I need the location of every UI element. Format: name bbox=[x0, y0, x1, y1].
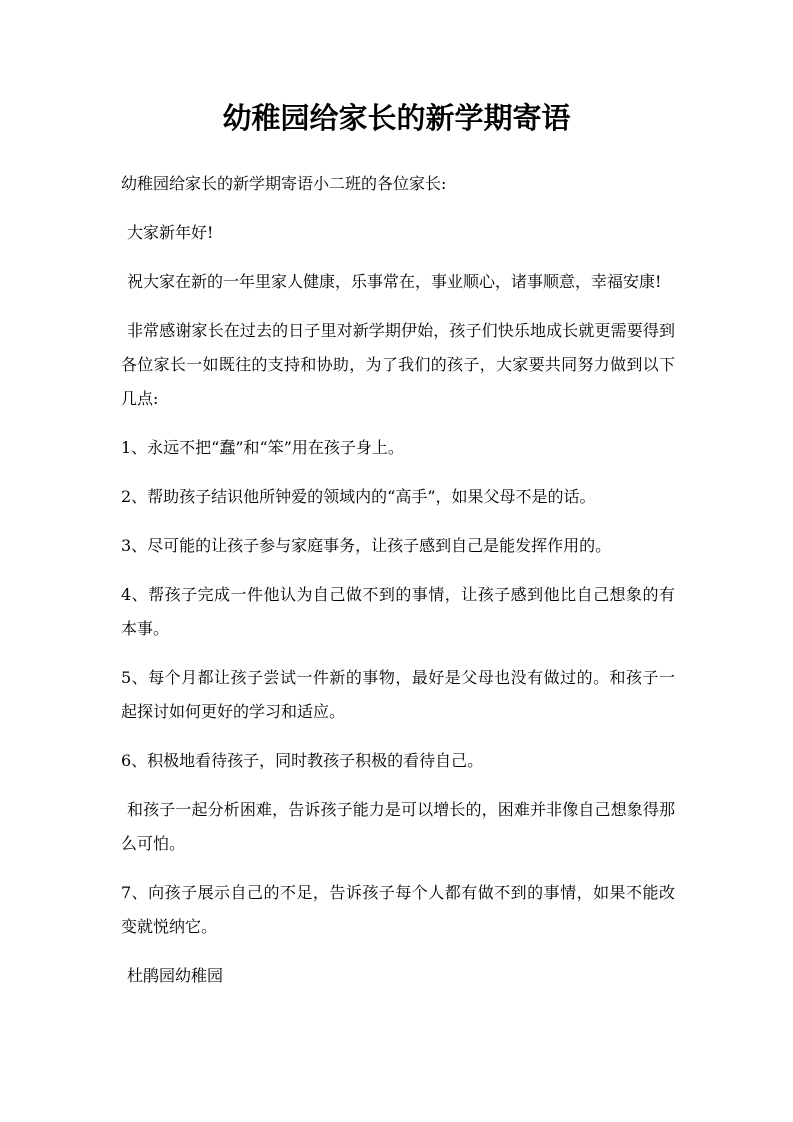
paragraph-point-4: 4、帮孩子完成一件他认为自己做不到的事情，让孩子感到他比自己想象的有本事。 bbox=[121, 585, 675, 638]
paragraph-point-3: 3、尽可能的让孩子参与家庭事务，让孩子感到自己是能发挥作用的。 bbox=[121, 536, 612, 555]
paragraph-thanks: 非常感谢家长在过去的日子里对新学期伊始，孩子们快乐地成长就更需要得到各位家长一如既往的支持和协助，为了我们的孩子，大家要共同努力做到以下几点: bbox=[121, 321, 675, 408]
paragraph-difficulty: 和孩子一起分析困难，告诉孩子能力是可以增长的，困难并非像自己想象得那么可怕。 bbox=[121, 800, 675, 853]
paragraph-point-6: 6、积极地看待孩子，同时教孩子积极的看待自己。 bbox=[121, 751, 484, 770]
paragraph-signature: 杜鹃园幼稚园 bbox=[127, 966, 224, 985]
paragraph-new-year: 大家新年好! bbox=[127, 223, 214, 242]
paragraph-greeting: 幼稚园给家长的新学期寄语小二班的各位家长: bbox=[121, 174, 447, 193]
paragraph-wishes: 祝大家在新的一年里家人健康，乐事常在，事业顺心，诸事顺意，幸福安康! bbox=[127, 272, 662, 291]
paragraph-point-1: 1、永远不把“蠢”和“笨”用在孩子身上。 bbox=[121, 438, 404, 457]
document-title: 幼稚园给家长的新学期寄语 bbox=[222, 101, 571, 135]
paragraph-point-5: 5、每个月都让孩子尝试一件新的事物，最好是父母也没有做过的。和孩子一起探讨如何更好的学习和适应。 bbox=[121, 668, 675, 721]
paragraph-point-7: 7、向孩子展示自己的不足，告诉孩子每个人都有做不到的事情，如果不能改变就悦纳它。 bbox=[121, 883, 675, 936]
paragraph-point-2: 2、帮助孩子结识他所钟爱的领域内的“高手”，如果父母不是的话。 bbox=[121, 487, 596, 506]
document-body bbox=[121, 167, 675, 1008]
